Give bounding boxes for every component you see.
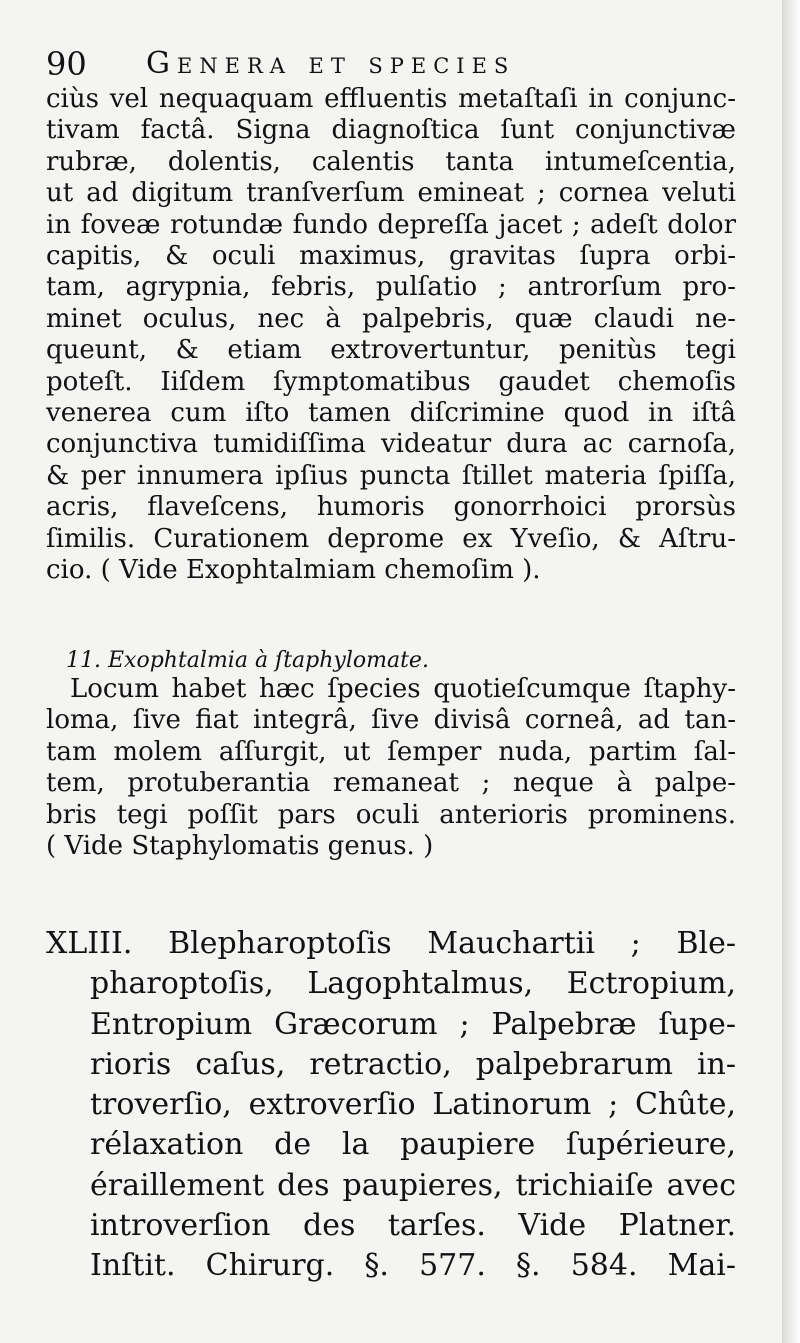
text-line: introverſion des tarſes. Vide Platner. [90,1208,736,1244]
text-line: éraillement des paupieres, trichiaiſe avec [90,1167,736,1203]
text-line: poteſt. Iiſdem ſymptomatibus gaudet chemoſis [46,366,736,397]
text-line: Entropium Græcorum ; Palpebræ ſupe- [90,1006,736,1042]
text-line: ciùs vel nequaquam effluentis metaſtaſi in conjunc- [46,84,736,114]
text-line: conjunctiva tumidiſſima videatur dura ac carnoſa, [46,429,736,460]
text-line: XLIII. Blepharoptoſis Mauchartii ; Ble- [46,926,736,961]
text-line: rélaxation de la paupiere ſupérieure, [90,1127,736,1163]
text-line: troverſio, extroverſio Latinorum ; Chûte, [90,1087,736,1123]
text-line: pharoptoſis, Lagophtalmus, Ectropium, [90,966,736,1002]
paragraph-chemosis [46,84,736,587]
text-line: tem, protuberantia remaneat ; neque à palpe- [46,768,736,799]
page-number: 90 [46,45,87,83]
text-line: Inſtit. Chirurg. §. 577. §. 584. Mai- [90,1248,736,1284]
page-edge [782,0,800,1343]
text-line: queunt, & etiam extrovertuntur, penitùs tegi [46,335,736,366]
text-line: capitis, & oculi maximus, gravitas ſupra orbi- [46,241,736,272]
page-header [46,44,746,84]
text-line: minet oculus, nec à palpebris, quæ claudi ne- [46,303,736,334]
text-line: & per innumera ipſius puncta ſtillet materia ſpiſſa, [46,460,736,491]
text-line: tam, agrypnia, febris, pulſatio ; antrorſum pro- [46,272,736,303]
text-line: bris tegi poſſit pars oculi anterioris prominens. [46,799,736,830]
running-title: Genera et species [146,46,516,81]
text-line: rioris caſus, retractio, palpebrarum in- [90,1046,736,1082]
text-line: cio. ( Vide Exophtalmiam chemoſim ). [46,555,541,586]
text-line: ( Vide Staphylomatis genus. ) [46,831,434,862]
text-line: venerea cum iſto tamen diſcrimine quod in iſtâ [46,398,736,429]
text-line: tivam factâ. Signa diagnoſtica ſunt conjunctivæ [46,115,736,146]
text-line: in foveæ rotundæ fundo depreſſa jacet ; adeſt dolor [46,209,736,240]
text-line: rubræ, dolentis, calentis tanta intumeſcentia, [46,146,736,177]
section-subheading: 11. Exophtalmia à ſtaphylomate. [66,648,429,673]
text-line: acris, flaveſcens, humoris gonorrhoici prorsùs [46,492,736,523]
paragraph-blepharoptosis [46,924,736,1287]
text-line: ſimilis. Curationem deprome ex Yveſio, & Aſtru- [46,523,736,554]
text-line: ut ad digitum tranſverſum emineat ; cornea veluti [46,178,736,209]
paragraph-staphyloma [46,674,736,862]
text-line: Locum habet hæc ſpecies quotieſcumque ſtaphy- [70,674,736,704]
text-line: loma, ſive fiat integrâ, ſive divisâ corneâ, ad tan- [46,705,736,736]
text-line: tam molem aſſurgit, ut ſemper nuda, partim ſal- [46,736,736,767]
